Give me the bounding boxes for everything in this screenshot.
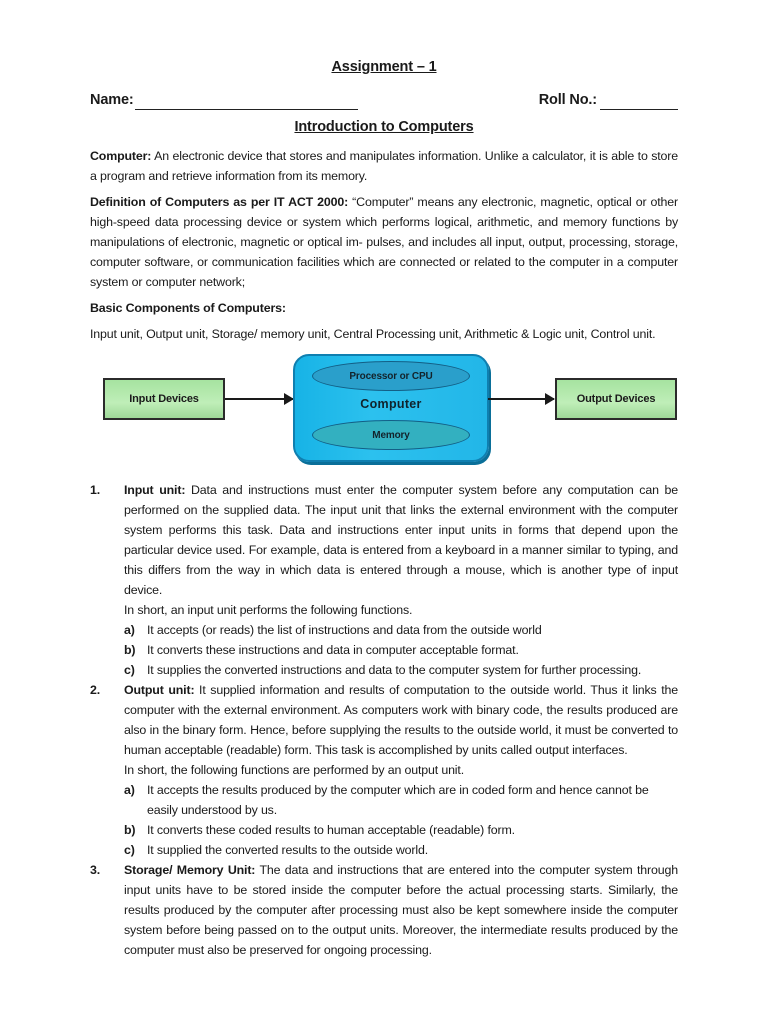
unit-term: Storage/ Memory Unit:	[124, 863, 256, 877]
function-letter: c)	[124, 843, 135, 857]
computer-block-diagram	[90, 350, 678, 472]
section-title: Introduction to Computers	[294, 119, 474, 135]
unit-number: 3.	[90, 863, 101, 877]
processor-oval: Processor or CPU	[312, 361, 470, 391]
unit-text: Data and instructions must enter the computer system before any computation can be performed on the supplied data. The input unit that links the external environment with the computer system performs this task. Data and instructions enter input units in forms that depend upon the particular device used. For example, data is entered from a keyboard in a manner similar to typing, and this differs from the way in which data is entered through a mouse, which is another type of input device.	[124, 483, 678, 597]
function-text: It supplied the converted results to the outside world.	[147, 843, 429, 857]
function-letter: a)	[124, 623, 135, 637]
input-devices-box: Input Devices	[103, 378, 225, 420]
unit-summary: In short, the following functions are performed by an output unit.	[124, 763, 464, 777]
components-heading-text: Basic Components of Computers:	[90, 301, 286, 315]
unit-summary: In short, an input unit performs the following functions.	[124, 603, 413, 617]
roll-number-label: Roll No.:	[538, 92, 597, 108]
function-item	[124, 640, 678, 660]
unit-text: It supplied information and results of computation to the outside world. Thus it links the computer with the external environment. As computers work with binary code, the results produced are also in the binary form. Hence, before supplying the results to the outside world, it must be converted to human acceptable (readable) form. This task is accomplished by units called output interfaces.	[124, 683, 678, 757]
roll-number-blank-line	[600, 93, 678, 110]
function-item	[124, 780, 678, 820]
unit-term: Output unit:	[124, 683, 195, 697]
computer-box	[293, 354, 489, 462]
name-label: Name:	[90, 92, 134, 108]
memory-oval: Memory	[312, 420, 470, 450]
unit-text: The data and instructions that are entered into the computer system through input units have to be stored inside the computer before the actual processing starts. Similarly, the results produced by the computer after processing must also be kept somewhere inside the computer system before being passed on to the output units. Moreover, the intermediate results produced by the computer must also be preserved for ongoing processing.	[124, 863, 678, 957]
computer-to-output-arrow	[488, 398, 554, 400]
unit-description	[124, 480, 678, 600]
unit-item-storage	[90, 860, 678, 960]
computer-term: Computer:	[90, 149, 152, 163]
it-act-definition	[90, 192, 678, 292]
roll-number-field	[539, 90, 678, 110]
function-text: It converts these coded results to human acceptable (readable) form.	[147, 823, 515, 837]
assignment-title: Assignment – 1	[331, 59, 437, 75]
function-item	[124, 660, 678, 680]
unit-item-input	[90, 480, 678, 680]
unit-number: 1.	[90, 483, 101, 497]
function-letter: a)	[124, 783, 135, 797]
it-act-definition-text: “Computer” means any electronic, magnetic, optical or other high-speed data processing device or system which performs logical, arithmetic, and memory functions by manipulations of electronic, magnetic or optical im- pulses, and includes all input, output, processing, storage, computer software, or communication facilities which are connected or related to the computer in a computer system or computer network;	[90, 195, 678, 289]
function-letter: b)	[124, 823, 136, 837]
function-text: It converts these instructions and data in computer acceptable format.	[147, 643, 519, 657]
name-blank-line	[135, 93, 358, 110]
input-to-computer-arrow	[225, 398, 293, 400]
document-page	[90, 56, 678, 960]
unit-number: 2.	[90, 683, 101, 697]
computer-definition	[90, 146, 678, 186]
computer-label: Computer	[360, 397, 422, 411]
function-text: It accepts the results produced by the computer which are in coded form and hence cannot be easily understood by us.	[147, 783, 649, 817]
name-field	[90, 90, 358, 110]
unit-functions-list	[124, 620, 678, 680]
it-act-term: Definition of Computers as per IT ACT 2000:	[90, 195, 349, 209]
function-item	[124, 820, 678, 840]
function-item	[124, 840, 678, 860]
components-heading	[90, 298, 678, 318]
function-text: It supplies the converted instructions and data to the computer system for further processing.	[147, 663, 642, 677]
function-text: It accepts (or reads) the list of instructions and data from the outside world	[147, 623, 542, 637]
unit-item-output	[90, 680, 678, 860]
unit-description	[124, 860, 678, 960]
unit-description	[124, 680, 678, 760]
unit-functions-list	[124, 780, 678, 860]
output-devices-box: Output Devices	[555, 378, 677, 420]
units-list	[90, 480, 678, 960]
computer-definition-text: An electronic device that stores and manipulates information. Unlike a calculator, it is able to store a program and retrieve information from its memory.	[90, 149, 678, 183]
components-list: Input unit, Output unit, Storage/ memory unit, Central Processing unit, Arithmetic & Logic unit, Control unit.	[90, 327, 656, 341]
function-item	[124, 620, 678, 640]
unit-term: Input unit:	[124, 483, 186, 497]
function-letter: b)	[124, 643, 136, 657]
function-letter: c)	[124, 663, 135, 677]
student-info-row	[90, 84, 678, 114]
